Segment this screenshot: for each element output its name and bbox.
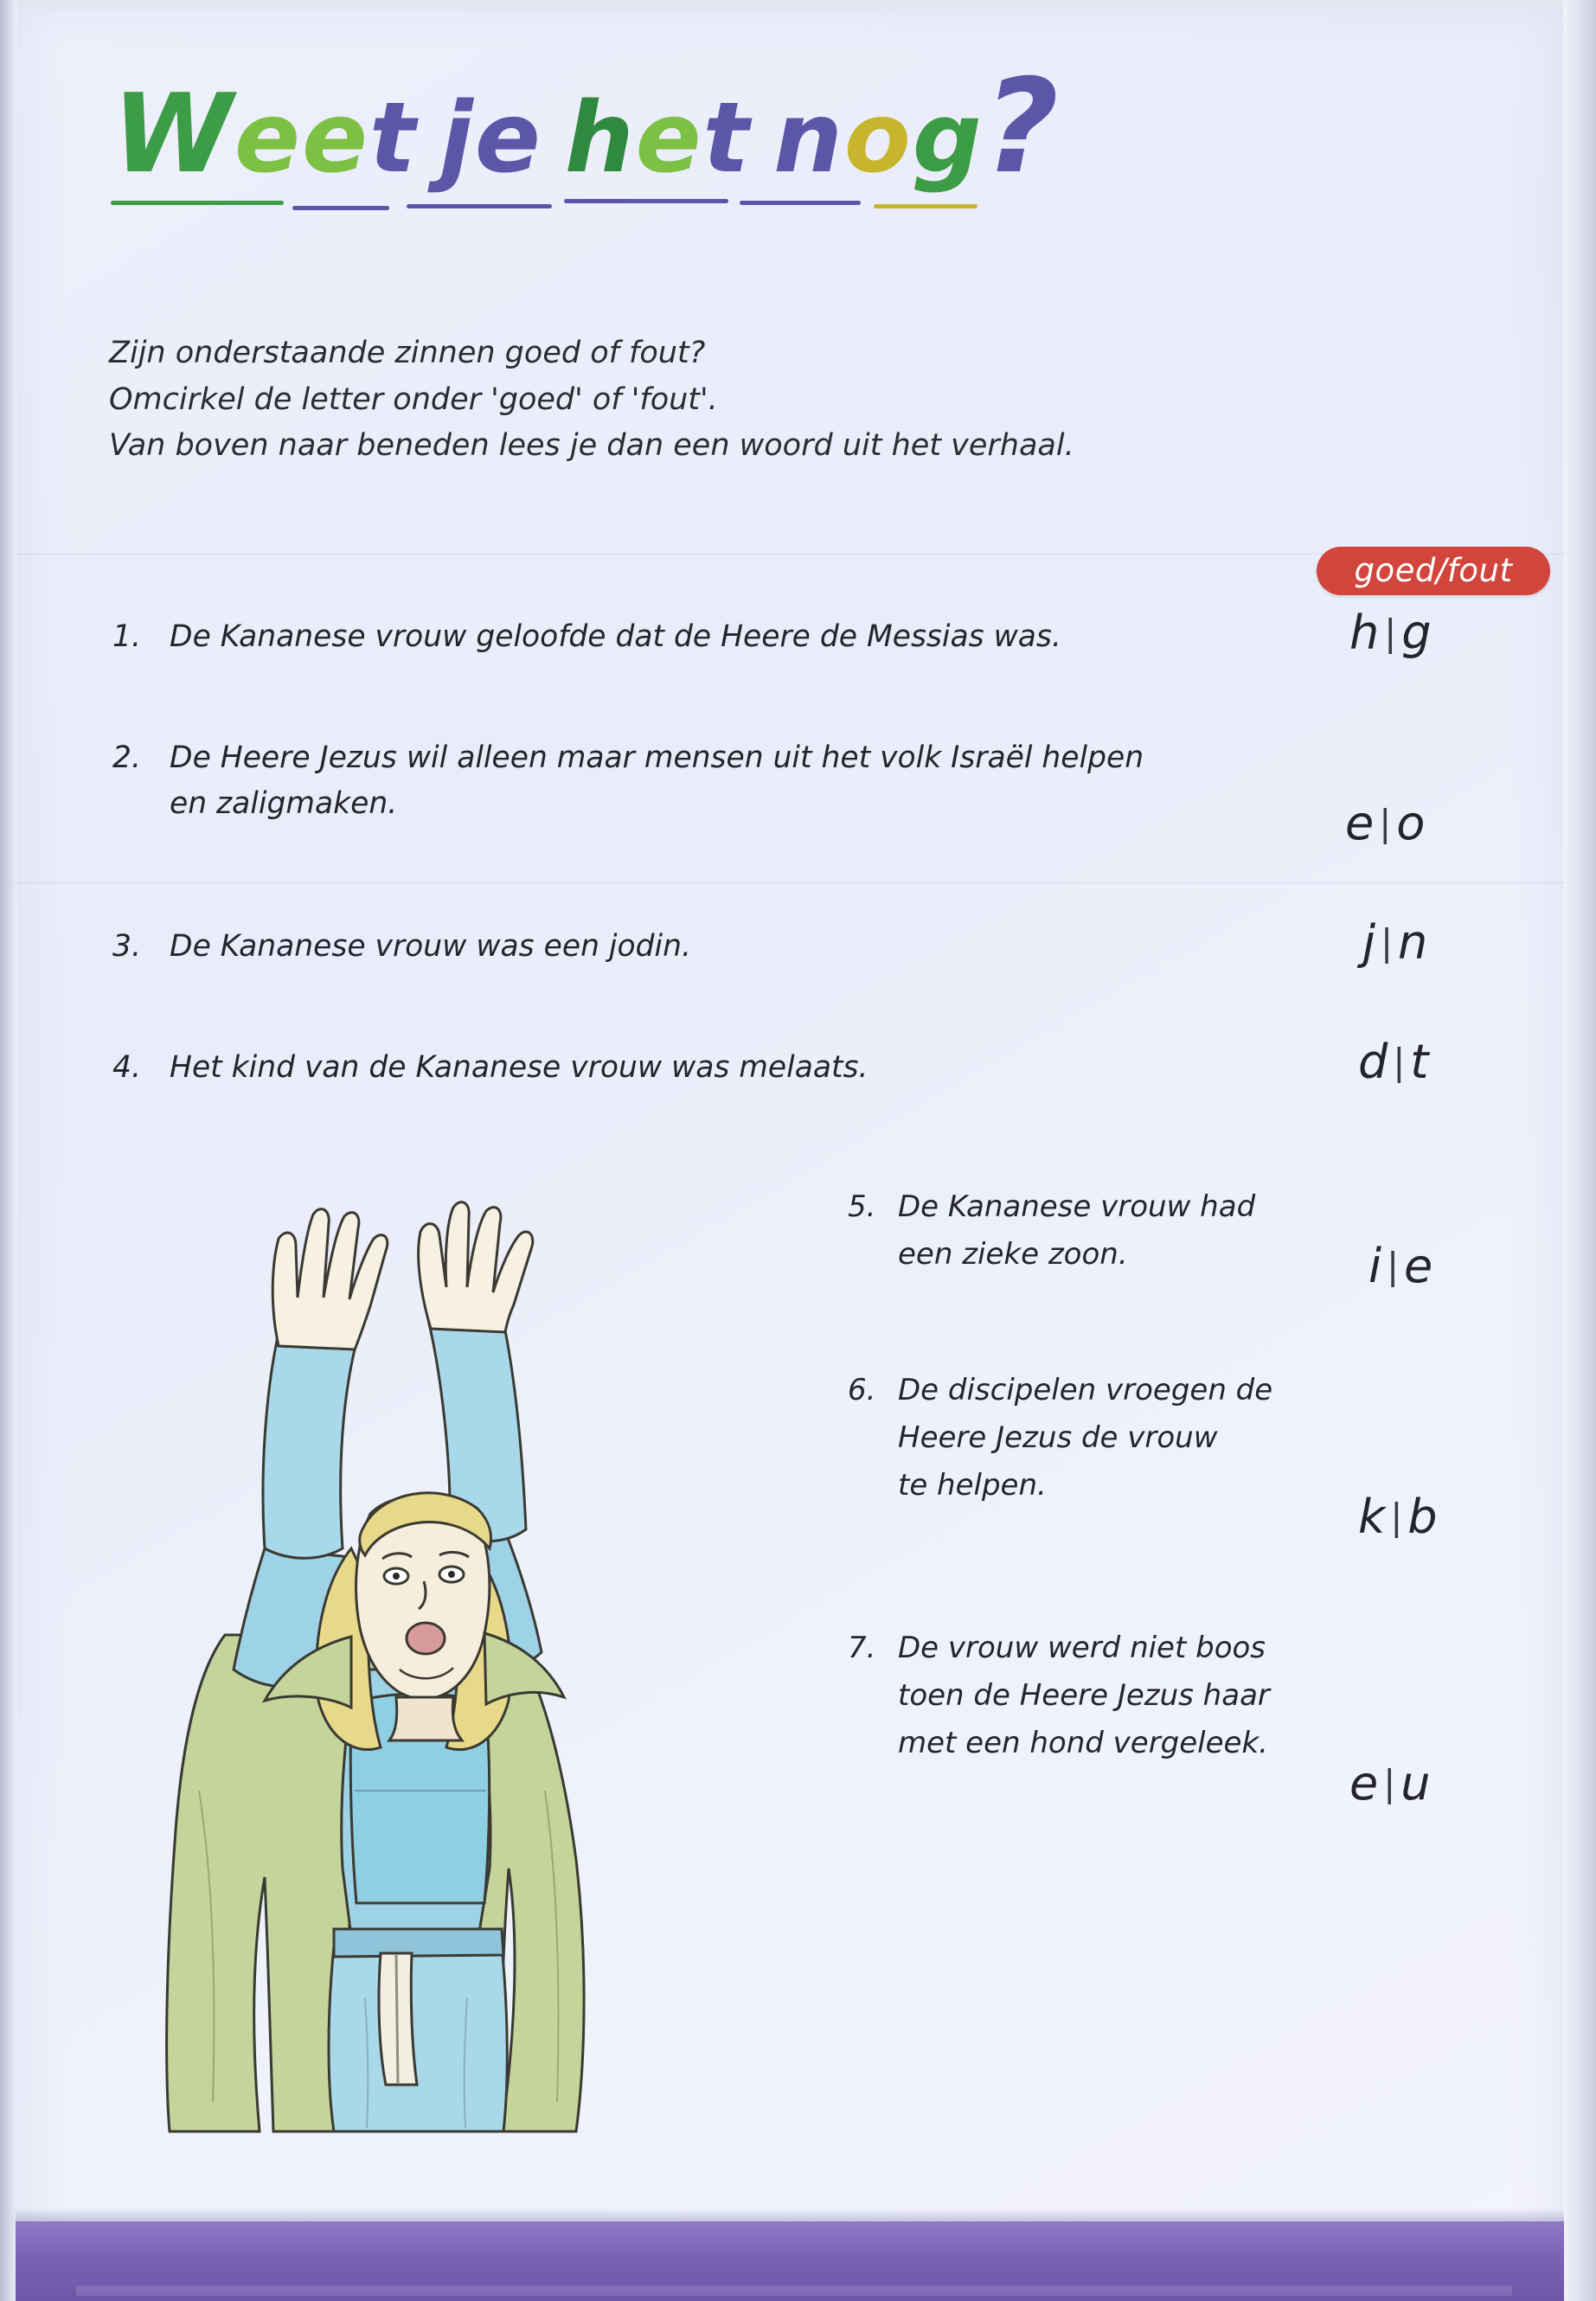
page-top-edge — [16, 0, 1564, 9]
question-item — [112, 614, 1315, 660]
answer-wrong-letter[interactable]: u — [1401, 1756, 1431, 1811]
answer-wrong-letter[interactable]: o — [1396, 796, 1426, 850]
question-text — [898, 1183, 1349, 1279]
title-letter: j — [439, 82, 475, 195]
answer-separator: | — [1383, 1762, 1396, 1804]
question-line: te helpen. — [898, 1468, 1047, 1503]
answer-pair — [1349, 606, 1432, 660]
question-line: De discipelen vroegen de — [898, 1373, 1273, 1407]
question-number: 4. — [112, 1050, 141, 1085]
question-item — [112, 735, 1324, 828]
answer-pair — [1368, 1239, 1433, 1293]
question-text — [170, 924, 1315, 970]
instruction-line: Zijn onderstaande zinnen goed of fout? — [109, 336, 706, 370]
answer-good-letter[interactable]: e — [1349, 1756, 1379, 1811]
question-number: 7. — [848, 1631, 876, 1665]
title-underline — [407, 204, 552, 208]
answer-wrong-letter[interactable]: e — [1404, 1239, 1433, 1293]
page-right-edge — [1563, 0, 1596, 2301]
question-line: Het kind van de Kananese vrouw was melaats. — [170, 1050, 869, 1085]
question-line: een zieke zoon. — [898, 1237, 1128, 1272]
page-left-edge — [0, 0, 17, 2301]
answer-separator: | — [1379, 802, 1392, 844]
title-underline — [740, 201, 861, 205]
page-title — [112, 52, 1324, 202]
answer-wrong-letter[interactable]: b — [1407, 1490, 1438, 1544]
answer-pair — [1345, 796, 1425, 850]
question-item — [848, 1367, 1349, 1509]
question-number: 5. — [848, 1189, 876, 1224]
question-line: Heere Jezus de vrouw — [898, 1420, 1218, 1456]
question-item — [112, 1045, 1315, 1091]
question-line: De Kananese vrouw geloofde dat de Heere de Messias was. — [170, 619, 1061, 654]
title-letter: W — [112, 70, 234, 197]
title-letter: n — [773, 82, 844, 195]
instruction-line: Omcirkel de letter onder 'goed' of 'fout'. — [109, 381, 718, 417]
title-underline — [292, 206, 389, 210]
question-item — [112, 924, 1315, 970]
question-line: en zaligmaken. — [170, 786, 398, 822]
question-item — [848, 1183, 1349, 1279]
footer-band — [16, 2221, 1564, 2301]
answer-wrong-letter[interactable]: n — [1398, 915, 1428, 970]
title-letter: ? — [983, 52, 1061, 202]
answer-good-letter[interactable]: d — [1358, 1035, 1388, 1089]
question-line: toen de Heere Jezus haar — [898, 1678, 1270, 1714]
answer-pair — [1362, 915, 1427, 970]
question-number: 3. — [112, 929, 141, 964]
question-line: De vrouw werd niet boos — [898, 1631, 1266, 1665]
title-letter: e — [234, 82, 302, 195]
title-letter: t — [702, 82, 752, 195]
question-number: 1. — [112, 619, 141, 654]
title-letter: o — [843, 82, 913, 195]
instruction-line: Van boven naar beneden lees je dan een woord uit het verhaal. — [109, 428, 1074, 464]
question-line: De Kananese vrouw was een jodin. — [170, 929, 691, 964]
question-line: De Heere Jezus wil alleen maar mensen uit het volk Israël helpen — [170, 740, 1144, 775]
answer-column-header: goed/fout — [1317, 547, 1550, 595]
answer-pair — [1349, 1756, 1430, 1811]
answer-pair — [1358, 1035, 1428, 1089]
answer-pair — [1358, 1490, 1438, 1544]
title-letter: e — [474, 82, 542, 195]
scan-artifact — [16, 882, 1564, 883]
answer-separator: | — [1386, 1245, 1400, 1287]
footer-band-highlight — [76, 2285, 1512, 2296]
title-letter: g — [912, 82, 984, 195]
woman-with-raised-hands-icon — [95, 1185, 779, 2145]
title-letter: e — [635, 82, 703, 195]
question-text — [170, 1045, 1315, 1091]
question-text — [170, 735, 1324, 828]
question-text — [898, 1367, 1349, 1509]
title-letter: e — [301, 82, 369, 195]
title-letter: h — [564, 82, 636, 195]
footer-band-shadow — [16, 2208, 1564, 2221]
title-underline — [111, 201, 284, 205]
answer-good-letter[interactable]: h — [1349, 606, 1380, 660]
question-text — [898, 1625, 1367, 1767]
question-item — [848, 1625, 1367, 1767]
question-text — [170, 614, 1315, 660]
answer-separator: | — [1393, 1041, 1406, 1083]
answer-good-letter[interactable]: j — [1362, 915, 1376, 970]
title-underline — [564, 199, 728, 203]
title-letter: t — [369, 82, 418, 195]
question-line: met een hond vergeleek. — [898, 1726, 1268, 1761]
question-number: 2. — [112, 740, 141, 775]
answer-separator: | — [1380, 921, 1394, 964]
answer-good-letter[interactable]: e — [1345, 796, 1375, 850]
question-number: 6. — [848, 1373, 876, 1407]
title-underline — [874, 204, 977, 208]
answer-separator: | — [1390, 1496, 1403, 1538]
question-line: De Kananese vrouw had — [898, 1189, 1256, 1224]
answer-good-letter[interactable]: i — [1368, 1239, 1382, 1293]
instructions — [109, 330, 1363, 470]
answer-wrong-letter[interactable]: t — [1410, 1035, 1429, 1089]
answer-separator: | — [1384, 612, 1397, 654]
answer-wrong-letter[interactable]: g — [1401, 606, 1432, 660]
answer-good-letter[interactable]: k — [1358, 1490, 1386, 1544]
